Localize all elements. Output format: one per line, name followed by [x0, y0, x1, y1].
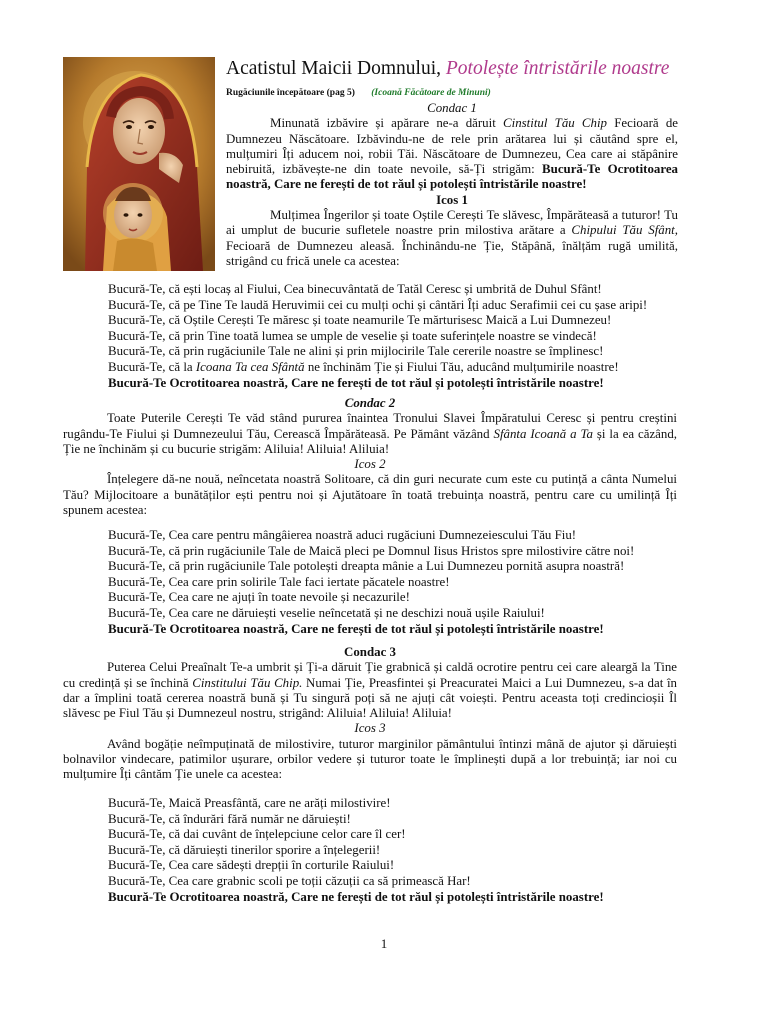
condac3-text-b: Numai Ție, Preasfintei și Preacuratei Maici a Lui Dumnezeu, s-a dat în dar a împlini toată cererea noastră bună și Tu singură poți să ne ajuți cât voiești. Pentru aceasta toți credincioșii Îl slăvesc pe Fiul Tău și Dumnezeul nostru, strigând: Aliluia! Aliluia! Aliluia! — [63, 675, 677, 721]
subheading-left: Rugăciunile începătoare (pag 5) — [226, 88, 355, 98]
condac2-heading: Condac 2 — [344, 396, 396, 410]
list-item: Bucură-Te, Cea care pentru mângâierea noastră aduci rugăciuni Dumnezeiescului Tău Fiu! — [108, 528, 577, 542]
list-item: Bucură-Te, că dăruiești tinerilor sporire a înțelegerii! — [108, 842, 381, 857]
title-main: Acatistul Maicii Domnului, — [226, 58, 442, 79]
icos1-text-b: Fecioară de Dumnezeu aleasă. Închinându-ne Ție, Stăpână, înălțăm rugă umilită, strigând cu frică unele ca acestea: — [226, 238, 678, 268]
line6-a: Bucură-Te, că la — [108, 359, 196, 374]
condac2-paragraph — [63, 411, 677, 457]
list-item: Bucură-Te, Maică Preasfântă, care ne arăți milostivire! — [108, 796, 391, 810]
list-item: Bucură-Te, că prin rugăciunile Tale de Maică pleci pe Domnul Iisus Hristos spre milostivire către noi! — [108, 543, 635, 558]
icos3-paragraph: Având bogăție neîmpuținată de milostivire, tuturor marginilor pământului întinzi mână de ajutor și dăruiești bolnavilor vindecare, patimilor ușurare, orbilor vedere și tuturor toate le împlinești după a lor trebuință; iar noi cu mulțumire Îți cântăm Ție unele ca acestea: — [63, 736, 677, 782]
condac3-text-italic: Cinstitului Tău Chip. — [192, 675, 303, 690]
list-item — [108, 360, 668, 376]
list-item: Bucură-Te, Cea care prin solirile Tale faci iertate păcatele noastre! — [108, 574, 450, 589]
list-item: Bucură-Te, că ești locaș al Fiului, Cea binecuvântată de Tatăl Ceresc și umbrită de Duhul Sfânt! — [108, 282, 602, 296]
condac1-text-italic: Cinstitul Tău Chip — [503, 116, 607, 131]
condac3-paragraph — [63, 660, 677, 721]
list-item: Bucură-Te, că prin rugăciunile Tale potolești dreapta mânie a Lui Dumnezeu pornită asupra noastră! — [108, 559, 625, 574]
condac3-text-a: Puterea Celui Preaînalt Te-a umbrit și Ți-a dăruit Ție grabnică și caldă ocrotire pentru cei care aleargă la Tine cu credință și se închină — [63, 660, 677, 690]
list-item: Bucură-Te, Cea care ne ajuți în toate nevoile și necazurile! — [108, 590, 410, 605]
icos2-heading: Icos 2 — [354, 457, 386, 472]
document-title — [226, 58, 669, 80]
icos1-paragraph — [226, 208, 678, 269]
icos2-paragraph: Înțelegere dă-ne nouă, neîncetata noastră Solitoare, că din guri necurate cum este cu putință a cânta Numelui Tău? Mijlocitoare a bunătăților ești pentru noi și Ajutătoare în toată trebuința noastră, pentru care cu umilință Îți spunem acestea: — [63, 472, 677, 518]
condac1-refrain: Bucură-Te Ocrotitoarea noastră, Care ne ferești de tot răul și potolești întristările noastre! — [226, 162, 679, 192]
icos1-heading: Icos 1 — [436, 192, 468, 207]
list-item: Bucură-Te, Cea care sădești drepții în corturile Raiului! — [108, 858, 395, 873]
list-item: Bucură-Te, că pe Tine Te laudă Heruvimii cei cu mulți ochi și cântări Îți aduc Serafimii cei cu șase aripi! — [108, 297, 648, 312]
list-item: Bucură-Te, că îndurări fără număr ne dăruiești! — [108, 811, 351, 826]
section-condac3 — [63, 645, 677, 783]
page-number: 1 — [380, 936, 388, 951]
condac1-text-b: Fecioară de Dumnezeu Născătoare. Izbăvindu-ne de rele prin arătarea lui și căutând spre el, mulțumiri Îți aducem noi, robii Tăi. Născătoare de Dumnezeu, Cea care ai stăpânire nebiruită, izbăvește-ne din toate nevoile, să-Ți strigăm: — [226, 116, 678, 177]
icos2-refrain: Bucură-Te Ocrotitoarea noastră, Care ne ferești de tot răul și potolești întristările noastre! — [108, 621, 604, 636]
list-item: Bucură-Te, că Oștile Cerești Te măresc și toate neamurile Te mărturisesc Maică a Lui Dumnezeu! — [108, 313, 612, 328]
condac3-heading: Condac 3 — [344, 645, 396, 659]
list-item: Bucură-Te, Cea care ne dăruiești veselie neîncetată și ne deschizi nouă ușile Raiului! — [108, 605, 545, 620]
theotokos-icon-image — [63, 57, 215, 271]
icos1-lines — [108, 282, 668, 391]
section-condac2 — [63, 396, 677, 518]
icos1-text-italic: Chipului Tău Sfânt, — [571, 223, 678, 238]
condac2-text-a: Toate Puterile Cerești Te văd stând pururea înaintea Tronului Slavei Împăratului Ceresc și pentru creștini rugându-Te Fiului și Dumnezeului Tău, Cerească Împărăteasă. Pe Pământ văzând — [63, 411, 677, 441]
line6-b: ne închinăm Ție și Fiului Tău, aducând mulțumirile noastre! — [304, 359, 619, 374]
icos1-text-a: Mulțimea Îngerilor și toate Oștile Cerești Te slăvesc, Împărăteasă a tuturor! Tu ai umplut de bucurie sufletele noastre prin milostiva arătare a — [226, 208, 678, 238]
condac1-heading: Condac 1 — [427, 101, 477, 115]
list-item: Bucură-Te, că dai cuvânt de înțelepciune celor care îl cer! — [108, 827, 406, 842]
icos3-refrain: Bucură-Te Ocrotitoarea noastră, Care ne ferești de tot răul și potolești întristările noastre! — [108, 889, 604, 904]
icos1-refrain: Bucură-Te Ocrotitoarea noastră, Care ne ferești de tot răul și potolești întristările noastre! — [108, 375, 604, 390]
condac2-text-b: și la ea căzând, Ție ne închinăm și cu bucurie strigăm: Aliluia! Aliluia! Aliluia! — [63, 426, 677, 456]
list-item: Bucură-Te, că prin rugăciunile Tale ne alini și prin mijlocirile Tale cererile noastre se împlinesc! — [108, 344, 604, 359]
condac1-text-a: Minunată izbăvire și apărare ne-a dăruit — [270, 116, 504, 131]
subheading-right: (Icoană Făcătoare de Minuni) — [371, 88, 491, 98]
condac2-text-italic: Sfânta Icoană a Ta — [493, 426, 593, 441]
icos3-heading: Icos 3 — [354, 721, 386, 736]
list-item: Bucură-Te, că prin Tine toată lumea se umple de veselie și toate suferințele noastre se vindecă! — [108, 328, 597, 343]
list-item: Bucură-Te, Cea care grabnic scoli pe toții căzuții ca să primească Har! — [108, 873, 471, 888]
icos2-lines — [108, 528, 668, 637]
icos3-lines — [108, 796, 668, 905]
subheading — [226, 88, 491, 98]
condac1-paragraph — [226, 116, 678, 192]
section-condac1-icos1 — [226, 101, 678, 269]
icon-painting — [63, 57, 215, 271]
line6-italic: Icoana Ta cea Sfântă — [195, 359, 305, 374]
title-subtitle: Potolește întristările noastre — [445, 58, 670, 79]
